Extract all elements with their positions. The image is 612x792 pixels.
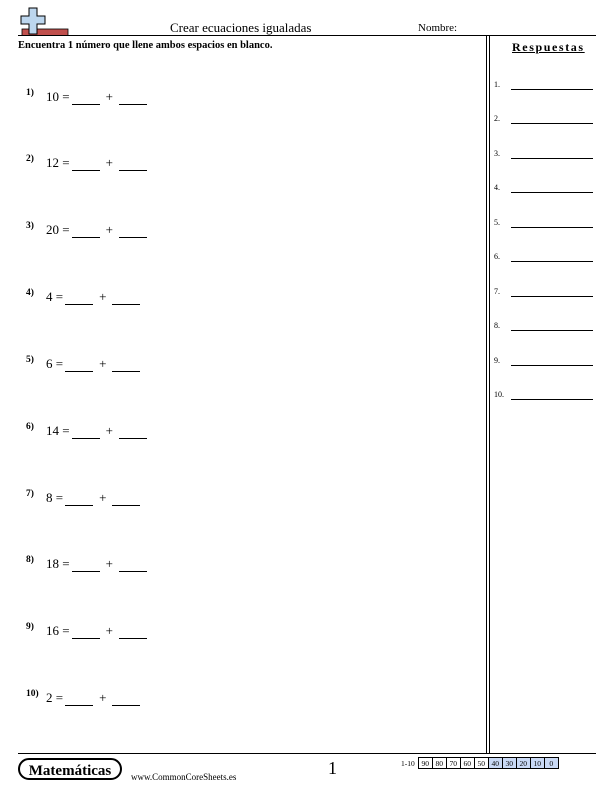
answer-line-2[interactable] [494, 114, 594, 130]
answer-number: 5. [494, 218, 500, 227]
score-cell: 40 [488, 758, 502, 769]
problem-value: 4 [46, 289, 53, 304]
equals-sign: = [62, 89, 70, 104]
blank-1[interactable] [72, 425, 100, 439]
problem-number: 9) [26, 622, 34, 632]
problem-number: 6) [26, 422, 34, 432]
problem-value: 6 [46, 356, 53, 371]
blank-1[interactable] [65, 358, 93, 372]
plus-sign: + [99, 690, 107, 705]
blank-2[interactable] [119, 224, 147, 238]
score-cell: 80 [432, 758, 446, 769]
brand-badge: Matemáticas [18, 758, 122, 780]
answer-number: 4. [494, 183, 500, 192]
plus-sign: + [105, 155, 113, 170]
problem-number: 2) [26, 154, 34, 164]
blank-2[interactable] [119, 625, 147, 639]
equals-sign: = [55, 490, 64, 505]
blank-1[interactable] [65, 492, 93, 506]
problem-value: 16 [46, 623, 59, 638]
blank-2[interactable] [119, 425, 147, 439]
score-cell: 30 [502, 758, 516, 769]
plus-minus-logo-icon [18, 6, 70, 36]
answer-number: 2. [494, 114, 500, 123]
equals-sign: = [62, 155, 70, 170]
column-divider-left [486, 36, 487, 753]
blank-2[interactable] [112, 492, 140, 506]
blank-1[interactable] [72, 558, 100, 572]
answer-line-3[interactable] [494, 149, 594, 165]
problem-number: 5) [26, 355, 34, 365]
answer-line-1[interactable] [494, 80, 594, 96]
answer-number: 7. [494, 287, 500, 296]
blank-1[interactable] [72, 625, 100, 639]
answer-line-6[interactable] [494, 252, 594, 268]
column-divider-right [489, 36, 490, 753]
footer-divider [18, 753, 596, 754]
equals-sign: = [55, 690, 64, 705]
problem-value: 20 [46, 222, 59, 237]
plus-sign: + [99, 490, 107, 505]
problem-value: 14 [46, 423, 59, 438]
blank-1[interactable] [72, 91, 100, 105]
plus-sign: + [105, 222, 113, 237]
problem-number: 8) [26, 555, 34, 565]
answer-line-10[interactable] [494, 390, 594, 406]
blank-1[interactable] [65, 692, 93, 706]
problem-value: 12 [46, 155, 59, 170]
plus-sign: + [99, 356, 107, 371]
plus-sign: + [105, 89, 113, 104]
answer-line-9[interactable] [494, 356, 594, 372]
plus-sign: + [105, 623, 113, 638]
site-url: www.CommonCoreSheets.es [131, 772, 237, 782]
score-cell: 20 [516, 758, 530, 769]
problem-value: 8 [46, 490, 53, 505]
blank-2[interactable] [119, 558, 147, 572]
plus-sign: + [105, 423, 113, 438]
score-cell: 10 [530, 758, 544, 769]
worksheet-title: Crear ecuaciones igualadas [170, 20, 312, 35]
page-number: 1 [328, 758, 337, 778]
problem-value: 18 [46, 556, 59, 571]
score-cell: 50 [474, 758, 488, 769]
equals-sign: = [62, 556, 70, 571]
name-label: Nombre: [418, 22, 458, 34]
header-divider [18, 35, 596, 36]
answer-line-4[interactable] [494, 183, 594, 199]
answer-number: 10. [494, 390, 504, 399]
blank-2[interactable] [112, 291, 140, 305]
blank-2[interactable] [119, 157, 147, 171]
problem-number: 4) [26, 288, 34, 298]
answer-number: 3. [494, 149, 500, 158]
score-cell: 90 [418, 758, 432, 769]
answer-number: 6. [494, 252, 500, 261]
answer-number: 9. [494, 356, 500, 365]
plus-sign: + [99, 289, 107, 304]
score-table [399, 757, 559, 769]
answer-number: 8. [494, 321, 500, 330]
blank-1[interactable] [65, 291, 93, 305]
score-cell: 70 [446, 758, 460, 769]
equals-sign: = [55, 289, 64, 304]
blank-2[interactable] [112, 692, 140, 706]
problem-value: 2 [46, 690, 53, 705]
score-label: 1-10 [401, 758, 415, 768]
equals-sign: = [62, 623, 70, 638]
equals-sign: = [55, 356, 64, 371]
answer-line-5[interactable] [494, 218, 594, 234]
answer-number: 1. [494, 80, 500, 89]
score-cell: 0 [544, 758, 558, 769]
problem-number: 1) [26, 88, 34, 98]
problem-number: 7) [26, 489, 34, 499]
score-cell: 60 [460, 758, 474, 769]
problem-number: 3) [26, 221, 34, 231]
blank-1[interactable] [72, 157, 100, 171]
plus-sign: + [105, 556, 113, 571]
equals-sign: = [62, 222, 70, 237]
equals-sign: = [62, 423, 70, 438]
problem-value: 10 [46, 89, 59, 104]
problem-number: 10) [26, 689, 39, 699]
answer-line-7[interactable] [494, 287, 594, 303]
blank-1[interactable] [72, 224, 100, 238]
instructions: Encuentra 1 número que llene ambos espacios en blanco. [18, 40, 273, 51]
blank-2[interactable] [112, 358, 140, 372]
answers-title: Respuestas [512, 40, 585, 54]
blank-2[interactable] [119, 91, 147, 105]
answer-line-8[interactable] [494, 321, 594, 337]
